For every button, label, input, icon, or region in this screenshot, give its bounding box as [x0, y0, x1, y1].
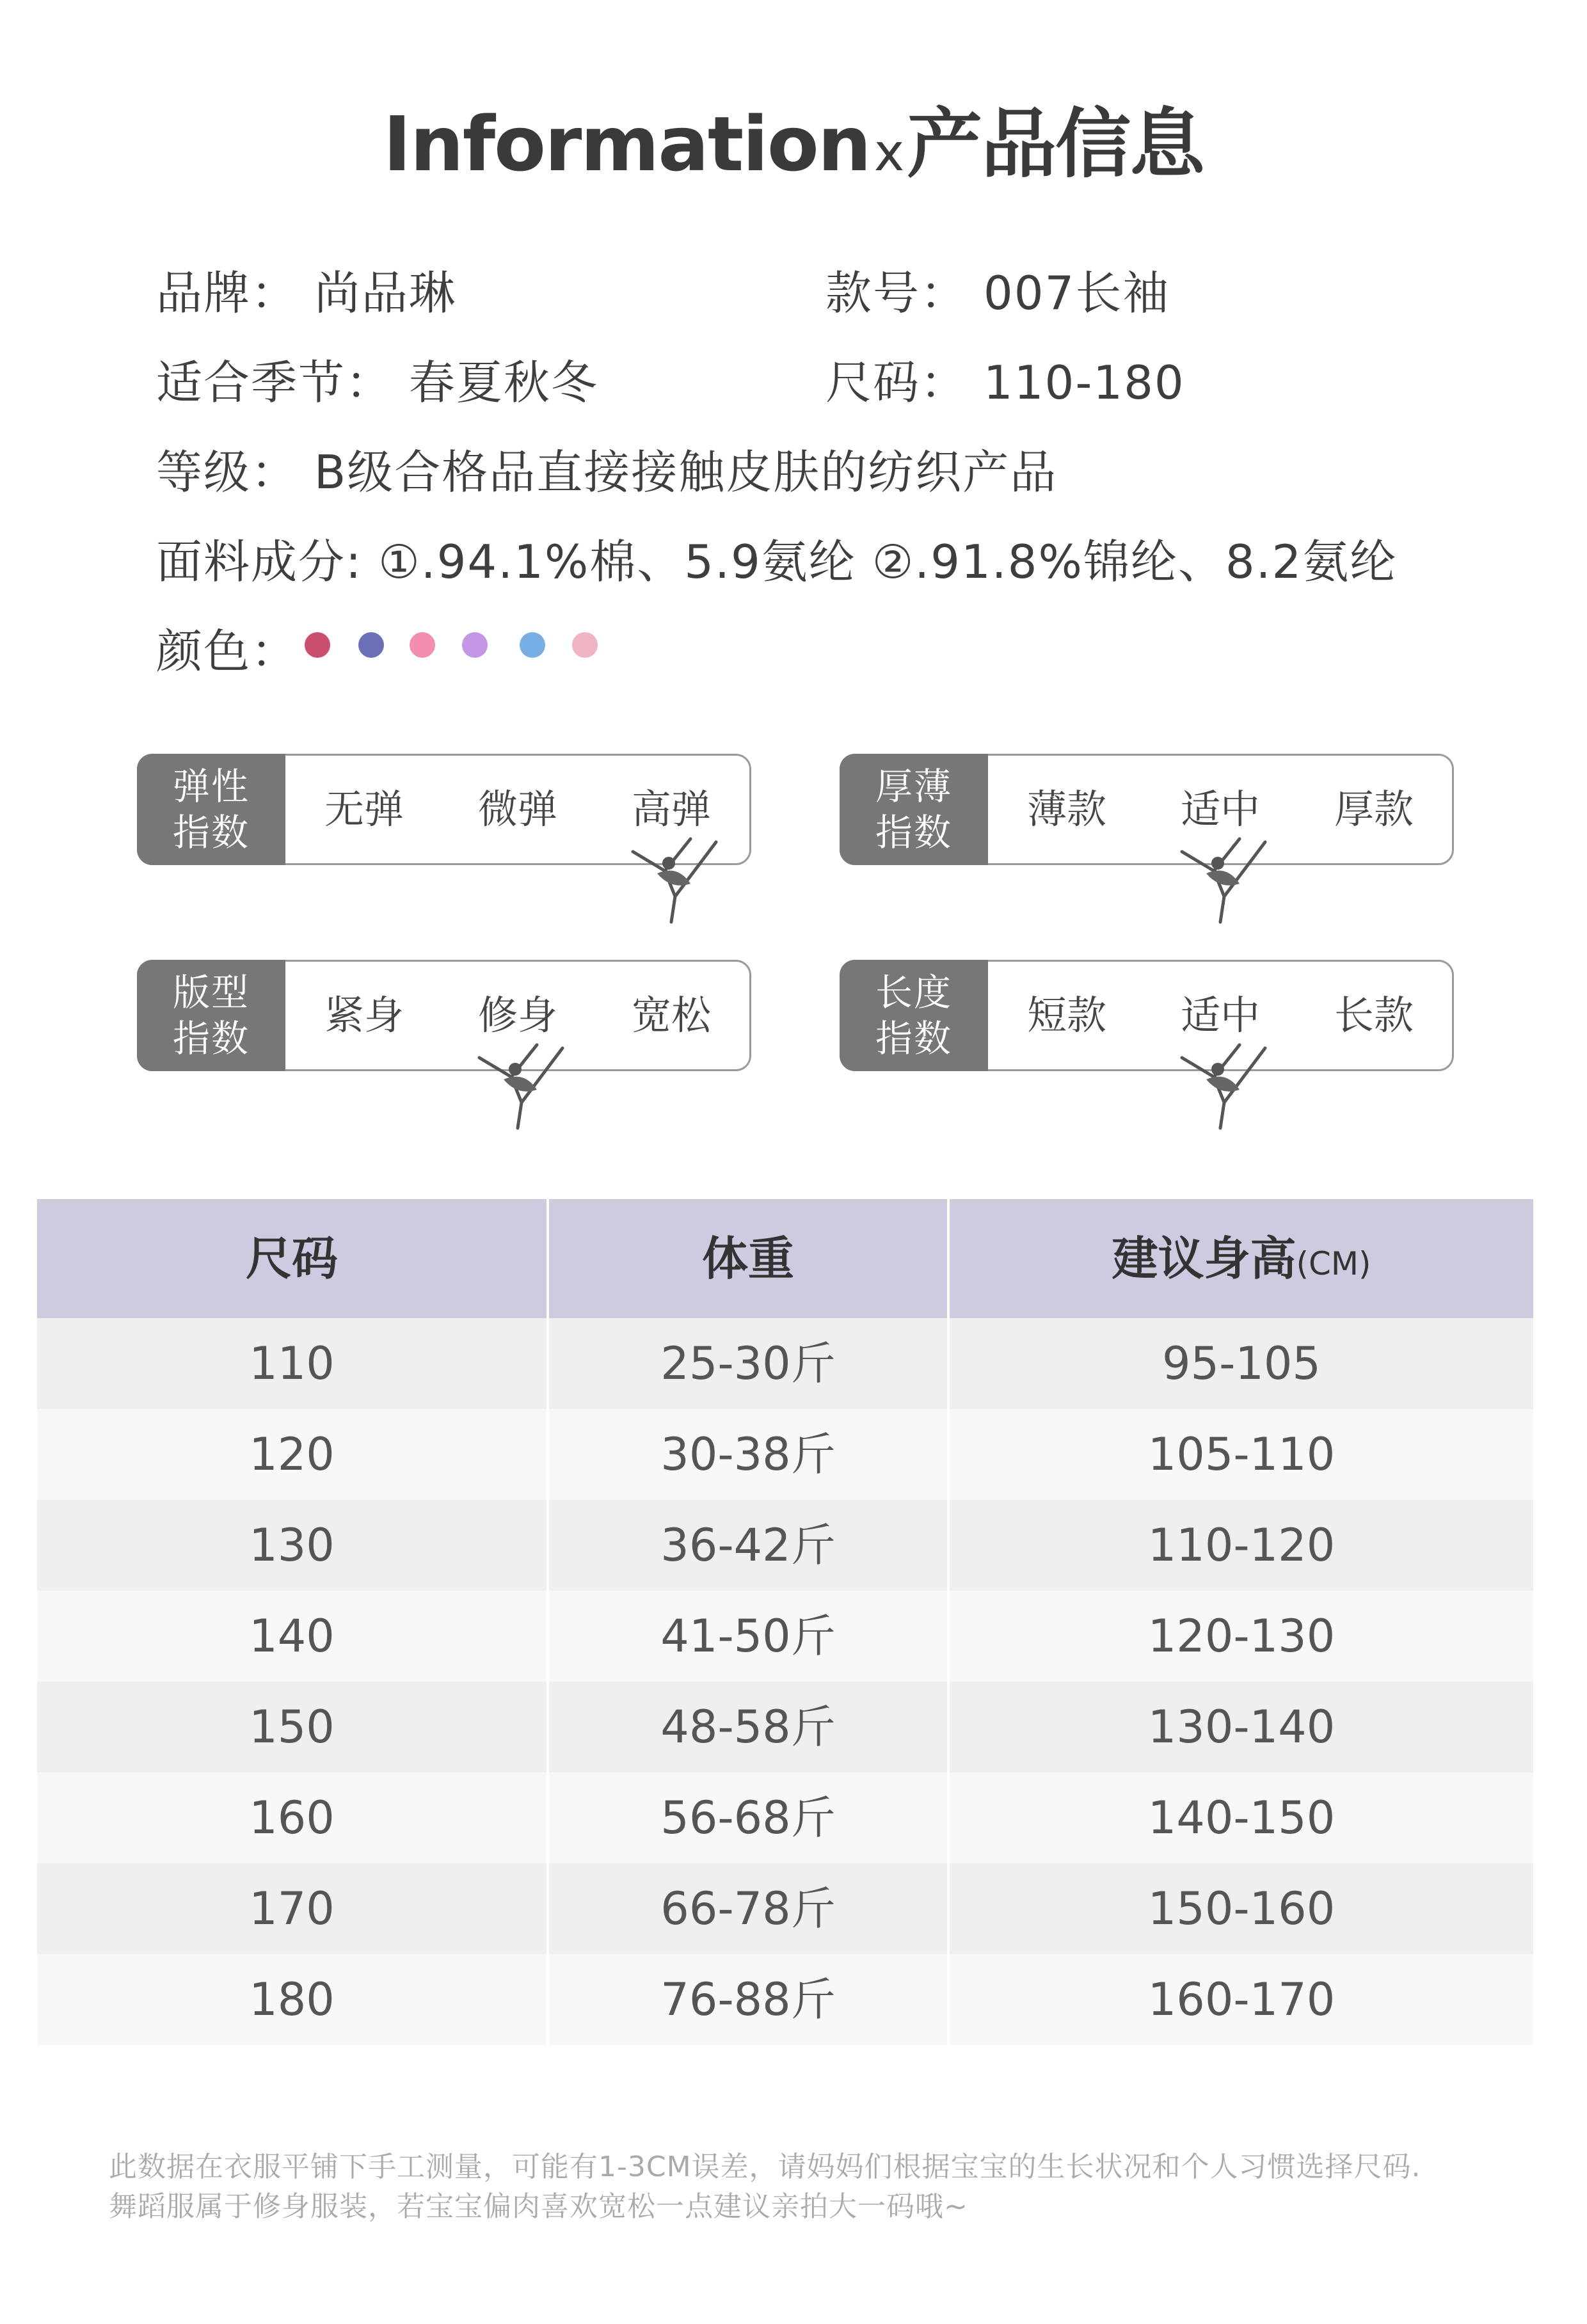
header-height	[950, 1199, 1533, 1318]
cell-weight: 41-50斤	[549, 1591, 950, 1682]
cell-size: 110	[37, 1318, 549, 1409]
table-row	[37, 1772, 1533, 1863]
index-tag-line2: 指数	[172, 811, 250, 854]
header-height-label: 建议身高	[1112, 1232, 1296, 1285]
length-index	[840, 960, 1454, 1071]
brand-line: 品牌： 尚品琳	[156, 266, 456, 320]
elasticity-index	[137, 754, 751, 865]
index-option: 薄款	[1026, 786, 1106, 832]
cell-height: 105-110	[1147, 1428, 1336, 1481]
index-tag-line1: 版型	[172, 971, 250, 1014]
index-tag-line2: 指数	[875, 1017, 952, 1060]
measurement-note: 此数据在衣服平铺下手工测量，可能有1-3CM误差，请妈妈们根据宝宝的生长状况和个人习惯选择尺码.	[109, 2151, 1421, 2183]
fit-advice-note: 舞蹈服属于修身服装，若宝宝偏肉喜欢宽松一点建议亲拍大一码哦~	[109, 2190, 968, 2223]
table-row	[37, 1500, 1533, 1591]
color-swatch-3	[410, 632, 435, 658]
cell-size: 120	[37, 1409, 549, 1500]
cell-weight: 48-58斤	[549, 1682, 950, 1772]
table-row	[37, 1863, 1533, 1954]
title-x: x	[873, 123, 904, 182]
color-swatch-1	[305, 632, 330, 658]
ballerina-marker-icon	[467, 1032, 575, 1141]
index-tag	[137, 960, 285, 1071]
index-option: 长款	[1334, 992, 1414, 1039]
header-size: 尺码	[37, 1199, 549, 1318]
index-option-selected: 适中	[1180, 992, 1260, 1039]
color-swatch-2	[358, 632, 384, 658]
cell-size: 170	[37, 1863, 549, 1954]
index-option: 微弹	[477, 786, 557, 832]
index-option: 短款	[1026, 992, 1106, 1039]
title-cn: 产品信息	[907, 100, 1204, 188]
cell-size: 160	[37, 1772, 549, 1863]
cell-size: 130	[37, 1500, 549, 1591]
ballerina-marker-icon	[1169, 1032, 1278, 1141]
index-option: 无弹	[324, 786, 404, 832]
cell-size: 150	[37, 1682, 549, 1772]
index-option: 厚款	[1334, 786, 1414, 832]
index-tag-line1: 长度	[875, 971, 952, 1014]
size-table	[37, 1199, 1533, 2045]
grade-line: 等级： B级合格品直接接触皮肤的纺织产品	[156, 445, 1058, 499]
cell-weight: 56-68斤	[549, 1772, 950, 1863]
fabric-line: 面料成分: ①.94.1%棉、5.9氨纶 ②.91.8%锦纶、8.2氨纶	[156, 535, 1398, 589]
size-range-line: 尺码： 110-180	[825, 356, 1185, 410]
table-row	[37, 1954, 1533, 2045]
index-tag	[840, 754, 988, 865]
cell-height: 140-150	[1147, 1792, 1336, 1844]
page-title	[0, 83, 1587, 192]
index-tag	[137, 754, 285, 865]
title-main: Information	[383, 100, 870, 188]
cell-height: 120-130	[1147, 1610, 1336, 1662]
cell-weight: 66-78斤	[549, 1863, 950, 1954]
cell-weight: 25-30斤	[549, 1318, 950, 1409]
fit-index	[137, 960, 751, 1071]
index-tag-line2: 指数	[172, 1017, 250, 1060]
index-option-selected: 高弹	[631, 786, 711, 832]
cell-height: 130-140	[1147, 1701, 1336, 1753]
table-header	[37, 1199, 1533, 1318]
table-row	[37, 1682, 1533, 1772]
table-row	[37, 1409, 1533, 1500]
color-swatch-6	[572, 632, 598, 658]
header-weight: 体重	[549, 1199, 950, 1318]
table-row	[37, 1591, 1533, 1682]
cell-weight: 36-42斤	[549, 1500, 950, 1591]
cell-height: 160-170	[1147, 1973, 1336, 2026]
cell-weight: 30-38斤	[549, 1409, 950, 1500]
cell-size: 140	[37, 1591, 549, 1682]
index-option-selected: 适中	[1180, 786, 1260, 832]
table-body	[37, 1318, 1533, 2045]
index-tag-line1: 厚薄	[875, 765, 952, 808]
cell-height: 95-105	[1162, 1337, 1321, 1390]
index-option-selected: 修身	[477, 992, 557, 1039]
thickness-index	[840, 754, 1454, 865]
index-tag-line2: 指数	[875, 811, 952, 854]
index-option: 紧身	[324, 992, 404, 1039]
cell-weight: 76-88斤	[549, 1954, 950, 2045]
index-tag	[840, 960, 988, 1071]
ballerina-marker-icon	[620, 826, 729, 935]
header-height-unit: (CM)	[1296, 1245, 1371, 1282]
ballerina-marker-icon	[1169, 826, 1278, 935]
index-tag-line1: 弹性	[172, 765, 250, 808]
season-line: 适合季节： 春夏秋冬	[156, 356, 598, 410]
table-row	[37, 1318, 1533, 1409]
cell-height: 150-160	[1147, 1882, 1336, 1935]
color-swatch-4	[462, 632, 488, 658]
cell-size: 180	[37, 1954, 549, 2045]
color-swatch-5	[520, 632, 545, 658]
index-option: 宽松	[631, 992, 711, 1039]
cell-height: 110-120	[1147, 1519, 1336, 1572]
style-number-line: 款号： 007长袖	[825, 266, 1170, 320]
color-label: 颜色：	[156, 625, 299, 678]
